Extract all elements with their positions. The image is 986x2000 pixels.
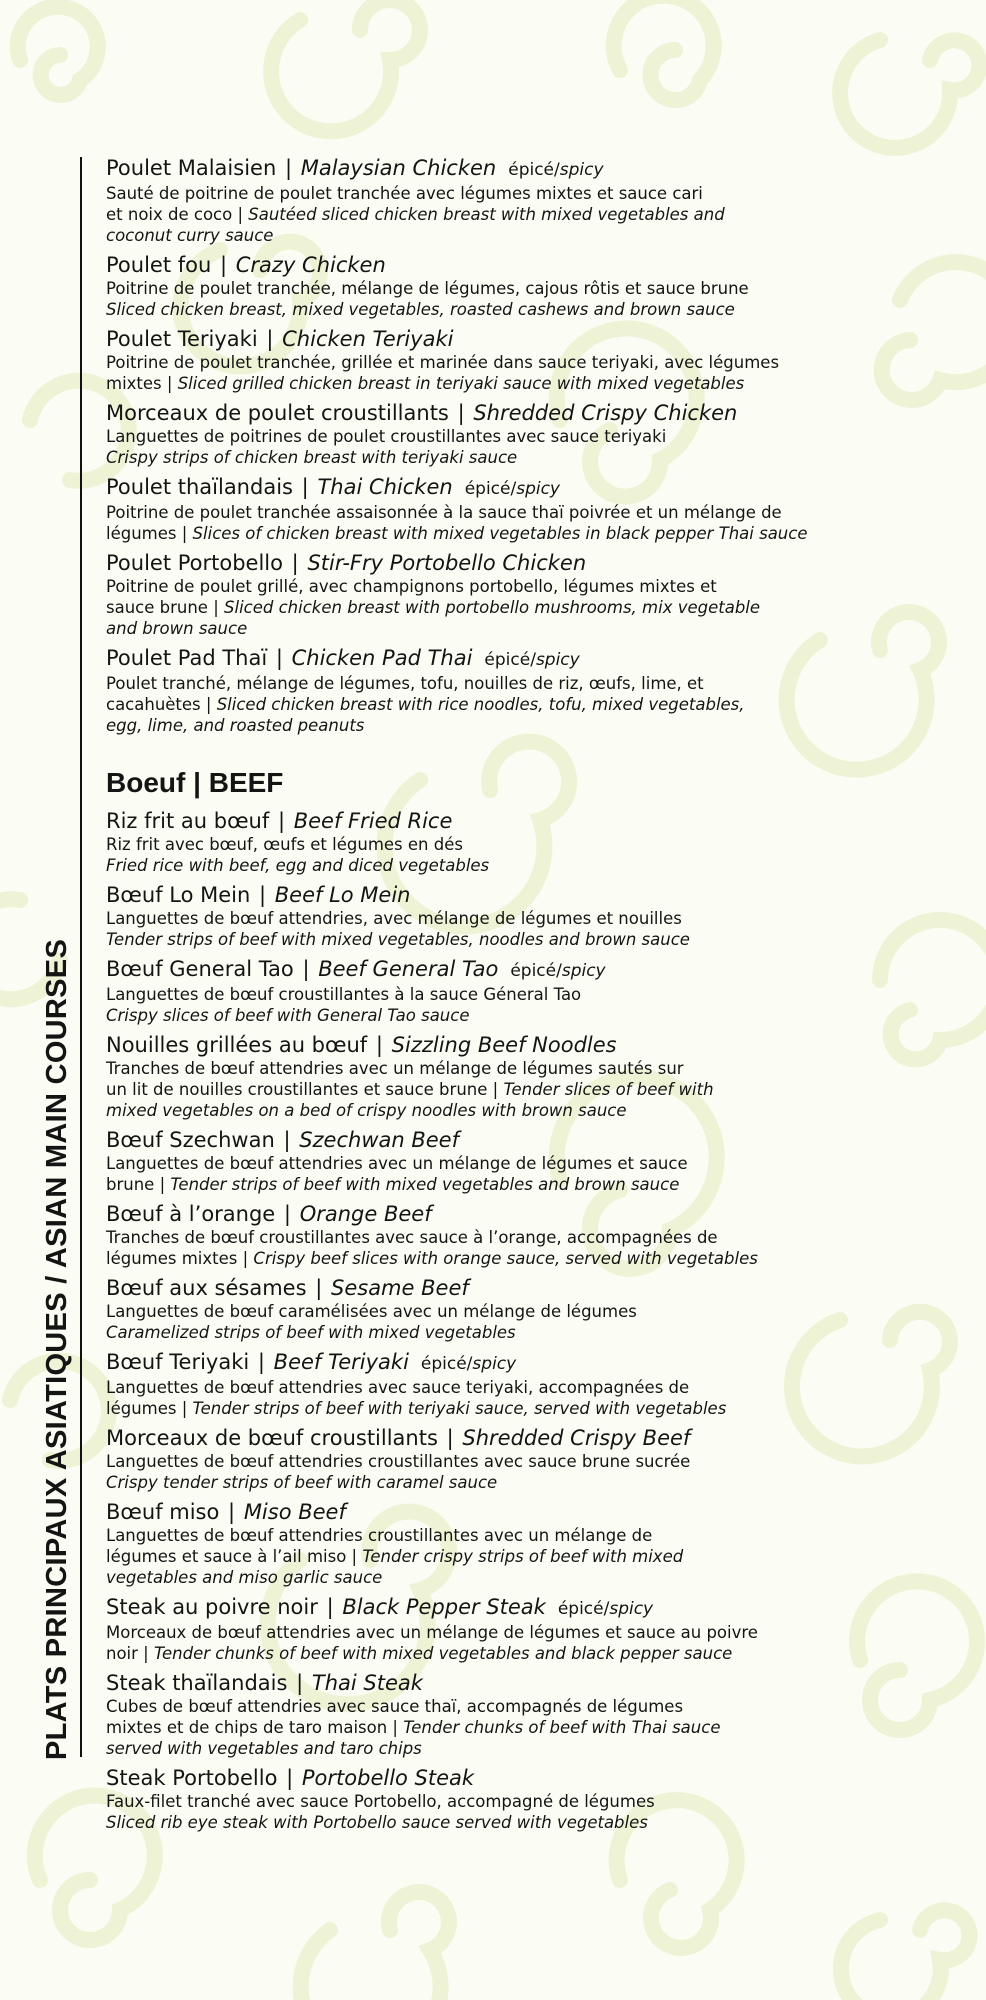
spicy-label-en: spicy [561, 961, 606, 981]
item-description-line [106, 225, 896, 246]
description-fr: Poitrine de poulet grillé, avec champignons portobello, légumes mixtes et [106, 577, 717, 596]
description-fr: légumes et sauce à l’ail miso | [106, 1547, 363, 1566]
description-fr: Languettes de bœuf croustillantes à la sauce Géneral Tao [106, 985, 582, 1004]
menu-item-title [106, 474, 896, 502]
description-en: Tender strips of beef with teriyaki sauce, served with vegetables [192, 1399, 727, 1418]
menu-item [106, 474, 896, 544]
item-name-fr: Bœuf Teriyaki [106, 1350, 250, 1374]
description-fr: noir | [106, 1644, 154, 1663]
description-en: Sautéed sliced chicken breast with mixed vegetables and [248, 205, 725, 224]
spicy-label [421, 1354, 516, 1374]
description-en: Sliced chicken breast, mixed vegetables, roasted cashews and brown sauce [106, 300, 735, 319]
description-fr: brune | [106, 1175, 171, 1194]
description-en: Sliced chicken breast with portobello mushrooms, mix vegetable [224, 598, 761, 617]
title-separator: | [257, 1350, 265, 1374]
item-description-line [106, 1546, 896, 1567]
spicy-label-fr: épicé/ [420, 1354, 473, 1374]
item-description-line [106, 447, 896, 468]
menu-item [106, 550, 896, 639]
menu-item [106, 1127, 896, 1195]
spicy-label-en: spicy [609, 1599, 654, 1619]
description-en: Slices of chicken breast with mixed vegetables in black pepper Thai sauce [192, 524, 808, 543]
item-description-line [106, 1696, 896, 1717]
item-name-en: Chicken Teriyaki [282, 327, 454, 351]
description-fr: Faux-filet tranché avec sauce Portobello, accompagné de légumes [106, 1792, 655, 1811]
title-separator: | [277, 809, 286, 833]
description-fr: et noix de coco | [106, 205, 249, 224]
item-name-en: Thai Steak [311, 1671, 423, 1695]
description-en: Tender crispy strips of beef with mixed [362, 1547, 684, 1566]
item-description-line [106, 1451, 896, 1472]
menu-item-title [106, 645, 896, 673]
description-fr: légumes | [106, 524, 193, 543]
menu-item-title [106, 1594, 896, 1622]
item-name-en: Beef Teriyaki [273, 1350, 409, 1374]
title-separator: | [283, 1202, 291, 1226]
description-en: and brown sauce [106, 619, 248, 638]
item-description-line [106, 1079, 896, 1100]
item-description-line [106, 929, 896, 950]
item-name-en: Orange Beef [299, 1202, 432, 1226]
description-en: Tender chunks of beef with Thai sauce [403, 1718, 721, 1737]
description-fr: Languettes de bœuf attendries avec un mélange de légumes et sauce [106, 1154, 688, 1173]
title-separator: | [228, 1500, 236, 1524]
item-name-fr: Riz frit au bœuf [106, 809, 270, 833]
description-fr: Cubes de bœuf attendries avec sauce thaï, accompagnés de légumes [106, 1697, 684, 1716]
description-en: egg, lime, and roasted peanuts [106, 716, 365, 735]
spicy-label [558, 1599, 653, 1619]
item-description-line [106, 1472, 896, 1493]
description-en: Tender strips of beef with mixed vegetables, noodles and brown sauce [106, 930, 690, 949]
description-fr: Poitrine de poulet tranchée, grillée et marinée dans sauce teriyaki, avec légumes [106, 353, 780, 372]
item-description-line [106, 1717, 896, 1738]
item-description-line [106, 299, 896, 320]
item-description-line [106, 1153, 896, 1174]
title-separator: | [457, 401, 465, 425]
item-description-line [106, 352, 896, 373]
menu-item-title [106, 808, 896, 834]
item-name-fr: Steak au poivre noir [106, 1595, 318, 1619]
description-en: Tender strips of beef with mixed vegetables and brown sauce [170, 1175, 680, 1194]
item-name-fr: Poulet thaïlandais [106, 475, 293, 499]
menu-item-title [106, 1032, 896, 1058]
item-name-en: Szechwan Beef [299, 1128, 459, 1152]
beef-list [106, 808, 896, 1833]
menu-item-title [106, 1275, 896, 1301]
item-name-fr: Poulet Malaisien [106, 156, 277, 180]
menu-item [106, 1349, 896, 1419]
item-name-en: Beef Fried Rice [293, 809, 453, 833]
menu-item-title [106, 1765, 896, 1791]
menu-item-title [106, 400, 896, 426]
item-description-line [106, 523, 896, 544]
item-description-line [106, 1227, 896, 1248]
description-fr: légumes | [106, 1399, 193, 1418]
item-description-line [106, 1812, 896, 1833]
spicy-label [465, 479, 560, 499]
spicy-label [484, 650, 579, 670]
item-name-fr: Morceaux de bœuf croustillants [106, 1426, 438, 1450]
description-fr: Languettes de bœuf attendries croustillantes avec sauce brune sucrée [106, 1452, 691, 1471]
spicy-label-fr: épicé/ [464, 479, 517, 499]
item-description-line [106, 834, 896, 855]
description-fr: Morceaux de bœuf attendries avec un mélange de légumes et sauce au poivre [106, 1623, 758, 1642]
item-description-line [106, 1398, 896, 1419]
spicy-label-fr: épicé/ [557, 1599, 610, 1619]
description-fr: Languettes de bœuf attendries croustillantes avec un mélange de [106, 1526, 653, 1545]
description-en: Crispy slices of beef with General Tao sauce [106, 1006, 470, 1025]
menu-item-title [106, 1349, 896, 1377]
menu-item [106, 956, 896, 1026]
menu-item [106, 1032, 896, 1121]
menu-item-title [106, 326, 896, 352]
title-separator: | [446, 1426, 454, 1450]
title-separator: | [259, 883, 267, 907]
description-fr: Poitrine de poulet tranchée assaisonnée à la sauce thaï poivrée et un mélange de [106, 503, 782, 522]
item-name-en: Black Pepper Steak [342, 1595, 546, 1619]
item-description-line [106, 1791, 896, 1812]
spicy-label-en: spicy [472, 1354, 517, 1374]
description-fr: sauce brune | [106, 598, 225, 617]
description-fr: mixtes et de chips de taro maison | [106, 1718, 404, 1737]
description-en: Caramelized strips of beef with mixed vegetables [106, 1323, 516, 1342]
item-name-en: Portobello Steak [301, 1766, 475, 1790]
menu-item [106, 1670, 896, 1759]
title-separator: | [296, 1671, 304, 1695]
item-description-line [106, 1622, 896, 1643]
item-name-en: Malaysian Chicken [300, 156, 497, 180]
menu-item-title [106, 1670, 896, 1696]
description-fr: un lit de nouilles croustillantes et sauce brune | [106, 1080, 504, 1099]
item-description-line [106, 1005, 896, 1026]
description-fr: mixtes | [106, 374, 178, 393]
menu-item-title [106, 252, 896, 278]
description-fr: légumes mixtes | [106, 1249, 254, 1268]
menu-item-title [106, 1425, 896, 1451]
item-name-fr: Bœuf aux sésames [106, 1276, 307, 1300]
description-fr: Riz frit avec bœuf, œufs et légumes en dés [106, 835, 463, 854]
item-name-en: Shredded Crispy Chicken [473, 401, 738, 425]
spicy-label [508, 160, 603, 180]
menu-item [106, 155, 896, 246]
description-fr: Languettes de bœuf attendries avec sauce teriyaki, accompagnées de [106, 1378, 690, 1397]
item-description-line [106, 673, 896, 694]
item-description-line [106, 597, 896, 618]
menu-item [106, 1499, 896, 1588]
item-name-en: Sizzling Beef Noodles [391, 1033, 617, 1057]
menu-item [106, 1201, 896, 1269]
menu-item [106, 1765, 896, 1833]
item-description-line [106, 1322, 896, 1343]
title-separator: | [301, 475, 309, 499]
menu-item [106, 645, 896, 736]
item-name-fr: Poulet Pad Thaï [106, 646, 268, 670]
item-name-fr: Bœuf miso [106, 1500, 220, 1524]
item-description-line [106, 1058, 896, 1079]
menu-item-title [106, 1201, 896, 1227]
item-description-line [106, 1643, 896, 1664]
item-description-line [106, 1100, 896, 1121]
item-name-fr: Bœuf Szechwan [106, 1128, 275, 1152]
item-name-fr: Poulet Teriyaki [106, 327, 258, 351]
item-description-line [106, 278, 896, 299]
title-separator: | [302, 957, 310, 981]
menu-item [106, 326, 896, 394]
item-name-fr: Nouilles grillées au bœuf [106, 1033, 368, 1057]
description-en: Sliced rib eye steak with Portobello sauce served with vegetables [106, 1813, 648, 1832]
description-fr: Poitrine de poulet tranchée, mélange de légumes, cajous rôtis et sauce brune [106, 279, 749, 298]
description-en: Tender chunks of beef with mixed vegetables and black pepper sauce [153, 1644, 733, 1663]
description-en: Tender slices of beef with [503, 1080, 714, 1099]
menu-item [106, 1275, 896, 1343]
vertical-divider-line [80, 157, 82, 1757]
spicy-label-fr: épicé/ [484, 650, 536, 670]
item-name-en: Sesame Beef [331, 1276, 469, 1300]
title-separator: | [326, 1595, 334, 1619]
item-description-line [106, 426, 896, 447]
description-fr: Tranches de bœuf attendries avec un mélange de légumes sautés sur [106, 1059, 684, 1078]
title-separator: | [286, 1766, 294, 1790]
section-heading-beef: Boeuf | BEEF [106, 767, 284, 798]
spicy-label-en: spicy [516, 479, 560, 499]
description-en: Fried rice with beef, egg and diced vegetables [106, 856, 490, 875]
item-name-fr: Poulet fou [106, 253, 212, 277]
menu-content [106, 155, 896, 1839]
item-name-en: Crazy Chicken [235, 253, 386, 277]
description-en: coconut curry sauce [106, 226, 274, 245]
chicken-list [106, 155, 896, 736]
title-separator: | [266, 327, 274, 351]
item-description-line [106, 715, 896, 736]
item-name-en: Chicken Pad Thai [291, 646, 473, 670]
description-fr: Poulet tranché, mélange de légumes, tofu, nouilles de riz, œufs, lime, et [106, 674, 704, 693]
menu-item-title [106, 155, 896, 183]
description-en: Crispy beef slices with orange sauce, served with vegetables [253, 1249, 758, 1268]
spicy-label-fr: épicé/ [508, 160, 560, 180]
item-description-line [106, 1738, 896, 1759]
item-description-line [106, 1567, 896, 1588]
menu-item [106, 1594, 896, 1664]
menu-item-title [106, 550, 896, 576]
description-fr: Languettes de bœuf attendries, avec mélange de légumes et nouilles [106, 909, 682, 928]
spicy-label [510, 961, 605, 981]
item-name-fr: Morceaux de poulet croustillants [106, 401, 449, 425]
title-separator: | [275, 646, 283, 670]
title-separator: | [284, 156, 293, 180]
item-name-en: Beef General Tao [318, 957, 499, 981]
item-description-line [106, 373, 896, 394]
title-separator: | [283, 1128, 291, 1152]
item-name-en: Shredded Crispy Beef [462, 1426, 691, 1450]
item-description-line [106, 1525, 896, 1546]
menu-item-title [106, 1127, 896, 1153]
spicy-label-en: spicy [535, 650, 580, 670]
description-en: Crispy tender strips of beef with caramel sauce [106, 1473, 498, 1492]
spicy-label-fr: épicé/ [510, 961, 562, 981]
menu-item-title [106, 1499, 896, 1525]
description-fr: Tranches de bœuf croustillantes avec sauce à l’orange, accompagnées de [106, 1228, 718, 1247]
item-description-line [106, 1174, 896, 1195]
title-separator: | [291, 551, 299, 575]
spicy-label-en: spicy [559, 160, 604, 180]
title-separator: | [315, 1276, 323, 1300]
item-name-en: Stir-Fry Portobello Chicken [307, 551, 587, 575]
description-en: vegetables and miso garlic sauce [106, 1568, 383, 1587]
item-description-line [106, 204, 896, 225]
description-fr: Sauté de poitrine de poulet tranchée avec légumes mixtes et sauce cari [106, 184, 703, 203]
menu-item [106, 882, 896, 950]
item-name-fr: Bœuf General Tao [106, 957, 294, 981]
menu-item [106, 252, 896, 320]
item-name-en: Miso Beef [243, 1500, 346, 1524]
item-description-line [106, 576, 896, 597]
item-name-en: Thai Chicken [317, 475, 453, 499]
description-en: Sliced grilled chicken breast in teriyaki sauce with mixed vegetables [177, 374, 745, 393]
item-description-line [106, 984, 896, 1005]
description-en: mixed vegetables on a bed of crispy noodles with brown sauce [106, 1101, 627, 1120]
description-fr: Languettes de bœuf caramélisées avec un mélange de légumes [106, 1302, 637, 1321]
item-name-en: Beef Lo Mein [274, 883, 411, 907]
menu-item [106, 808, 896, 876]
description-en: served with vegetables and taro chips [106, 1739, 422, 1758]
item-description-line [106, 1248, 896, 1269]
item-description-line [106, 1377, 896, 1398]
description-fr: cacahuètes | [106, 695, 217, 714]
description-fr: Languettes de poitrines de poulet croustillantes avec sauce teriyaki [106, 427, 667, 446]
menu-item-title [106, 956, 896, 984]
item-description-line [106, 502, 896, 523]
item-name-fr: Steak Portobello [106, 1766, 278, 1790]
item-name-fr: Steak thaïlandais [106, 1671, 288, 1695]
description-en: Crispy strips of chicken breast with teriyaki sauce [106, 448, 518, 467]
menu-item-title [106, 882, 896, 908]
item-description-line [106, 694, 896, 715]
item-description-line [106, 183, 896, 204]
side-title: PLATS PRINCIPAUX ASIATIQUES / ASIAN MAIN COURSES [41, 938, 73, 1760]
item-description-line [106, 618, 896, 639]
menu-item [106, 1425, 896, 1493]
title-separator: | [219, 253, 228, 277]
menu-item [106, 400, 896, 468]
item-name-fr: Bœuf Lo Mein [106, 883, 251, 907]
title-separator: | [375, 1033, 383, 1057]
description-en: Sliced chicken breast with rice noodles, tofu, mixed vegetables, [216, 695, 745, 714]
item-description-line [106, 1301, 896, 1322]
item-description-line [106, 855, 896, 876]
item-description-line [106, 908, 896, 929]
item-name-fr: Bœuf à l’orange [106, 1202, 276, 1226]
item-name-fr: Poulet Portobello [106, 551, 283, 575]
